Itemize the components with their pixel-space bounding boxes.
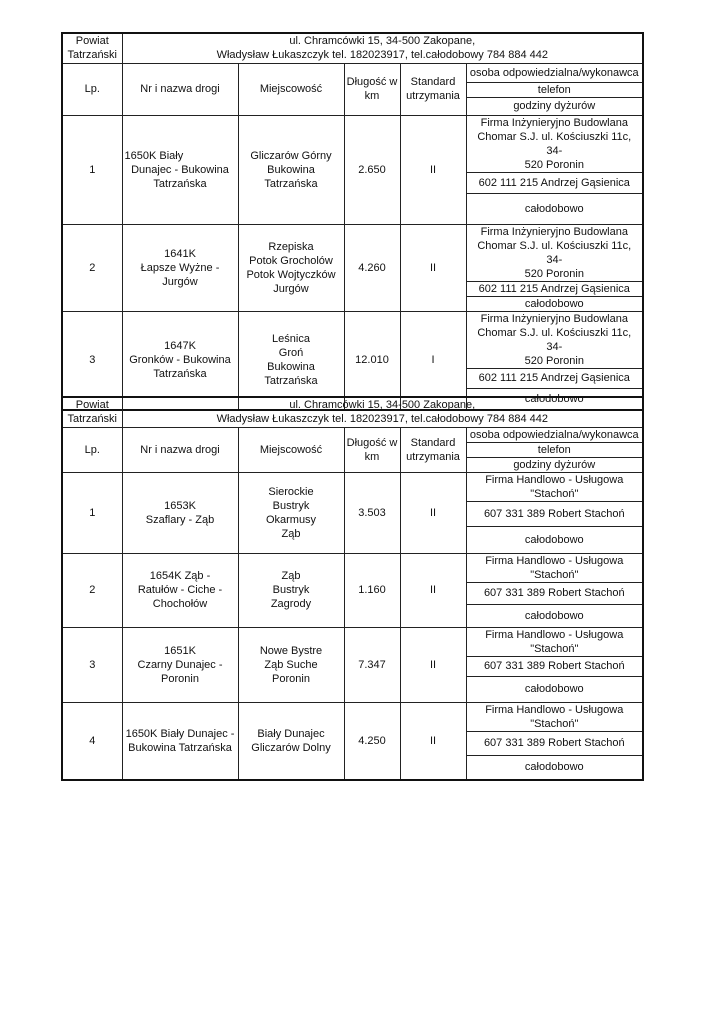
locality-line: Leśnica [272, 333, 310, 346]
row-standard: II [400, 702, 466, 780]
locality-line: Bukowina [267, 163, 315, 176]
row-firm [466, 702, 643, 731]
row-lp: 2 [62, 224, 122, 311]
contact-line: Władysław Łukaszczyk tel. 182023917, tel.całodobowy 784 884 442 [216, 49, 548, 62]
row-phone: 602 111 215 Andrzej Gąsienica [466, 172, 643, 193]
locality-line: Tatrzańska [264, 375, 318, 388]
locality-line: Rzepiska [268, 240, 314, 253]
row-length: 12.010 [344, 311, 400, 410]
col-contact-person: osoba odpowiedzialna/wykonawca [466, 63, 643, 82]
road-maintenance-table-1 [61, 32, 644, 411]
firm-line: 520 Poronin [524, 354, 584, 367]
address-header [122, 397, 643, 427]
locality-line: Biały Dunajec [257, 727, 325, 740]
col-length [344, 427, 400, 472]
road-line: Łapsze Wyżne - [140, 261, 220, 274]
road-line: Bukowina Tatrzańska [128, 741, 232, 754]
row-phone: 607 331 389 Robert Stachoń [466, 582, 643, 604]
row-phone: 607 331 389 Robert Stachoń [466, 501, 643, 526]
row-hours: całodobowo [466, 676, 643, 702]
locality-line: Okarmusy [265, 513, 317, 526]
row-length: 3.503 [344, 472, 400, 553]
row-standard: I [400, 311, 466, 410]
col-standard [400, 427, 466, 472]
firm-line: Firma Inżynieryjno Budowlana [480, 116, 628, 129]
row-road [122, 224, 238, 311]
road-line: Czarny Dunajec - [137, 658, 223, 671]
road-line: Chochołów [152, 598, 208, 610]
locality-line: Bukowina [267, 361, 315, 374]
powiat-header [62, 397, 122, 427]
col-contact-hours: godziny dyżurów [466, 457, 643, 472]
powiat-name: Tatrzański [67, 49, 118, 62]
col-contact-phone: telefon [466, 442, 643, 457]
row-hours: całodobowo [466, 388, 643, 410]
firm-line: Firma Handlowo - Usługowa [485, 554, 624, 567]
row-standard: II [400, 553, 466, 627]
row-hours: całodobowo [466, 604, 643, 627]
firm-line: Chomar S.J. ul. Kościuszki 11c, 34- [477, 239, 632, 266]
row-lp: 1 [62, 472, 122, 553]
road-line: Szaflary - Ząb [145, 513, 215, 526]
firm-line: "Stachoń" [530, 568, 579, 581]
address-header [122, 33, 643, 63]
contact-line: Władysław Łukaszczyk tel. 182023917, tel.całodobowy 784 884 442 [216, 413, 548, 426]
locality-line: Ząb Suche [264, 658, 318, 671]
row-standard: II [400, 472, 466, 553]
col-locality: Miejscowość [238, 427, 344, 472]
locality-line: Potok Grocholów [249, 254, 333, 267]
row-hours: całodobowo [466, 296, 643, 311]
road-line: Poronin [161, 672, 199, 685]
locality-line: Sierockie [268, 485, 314, 498]
firm-line: Firma Handlowo - Usługowa [485, 473, 624, 486]
row-phone: 607 331 389 Robert Stachoń [466, 656, 643, 676]
col-standard-line1: Standard [410, 76, 456, 88]
locality-line: Ząb [281, 527, 301, 540]
row-road [122, 115, 238, 224]
row-lp: 4 [62, 702, 122, 780]
locality-line: Potok Wojtyczków [246, 268, 336, 281]
road-line: 1654K Ząb - [149, 570, 211, 582]
row-road [122, 627, 238, 702]
locality-line: Ząb [281, 570, 301, 582]
col-standard-line2: utrzymania [406, 450, 460, 463]
road-maintenance-table-2 [61, 396, 644, 781]
row-standard: II [400, 115, 466, 224]
firm-line: "Stachoń" [530, 487, 579, 500]
col-length [344, 63, 400, 115]
col-standard [400, 63, 466, 115]
address-line: ul. Chramcówki 15, 34-500 Zakopane, [289, 35, 476, 48]
row-locality [238, 224, 344, 311]
col-contact-person: osoba odpowiedzialna/wykonawca [466, 427, 643, 442]
road-line: Tatrzańska [153, 177, 207, 190]
powiat-name: Tatrzański [67, 413, 118, 426]
row-firm [466, 115, 643, 172]
col-contact-phone: telefon [466, 82, 643, 97]
road-line: Dunajec - Bukowina [131, 163, 229, 176]
firm-line: 520 Poronin [524, 158, 584, 171]
firm-line: "Stachoń" [530, 642, 579, 655]
locality-line: Tatrzańska [264, 177, 318, 190]
row-hours: całodobowo [466, 193, 643, 224]
road-line: 1651K [164, 644, 196, 657]
col-locality: Miejscowość [238, 63, 344, 115]
powiat-header [62, 33, 122, 63]
row-locality [238, 553, 344, 627]
road-line: 1647K [164, 340, 196, 353]
road-line: 1650K Biały Dunajec - [125, 727, 235, 740]
row-hours: całodobowo [466, 526, 643, 553]
col-road: Nr i nazwa drogi [122, 63, 238, 115]
row-locality [238, 472, 344, 553]
firm-line: Firma Handlowo - Usługowa [485, 628, 624, 641]
address-line: ul. Chramcówki 15, 34-500 Zakopane, [289, 399, 476, 412]
row-firm [466, 224, 643, 281]
col-length-line2: km [364, 90, 380, 102]
col-lp: Lp. [62, 427, 122, 472]
firm-line: Chomar S.J. ul. Kościuszki 11c, 34- [477, 130, 632, 157]
firm-line: Firma Inżynieryjno Budowlana [480, 312, 628, 325]
road-line: 1641K [164, 247, 196, 260]
row-length: 2.650 [344, 115, 400, 224]
row-firm [466, 311, 643, 368]
row-road [122, 472, 238, 553]
firm-line: Firma Inżynieryjno Budowlana [480, 225, 628, 238]
row-phone: 602 111 215 Andrzej Gąsienica [466, 368, 643, 388]
col-length-line1: Długość w [346, 436, 398, 449]
col-lp: Lp. [62, 63, 122, 115]
road-line: Gronków - Bukowina [129, 354, 231, 367]
col-contact-hours: godziny dyżurów [466, 97, 643, 115]
locality-line: Bustryk [272, 499, 310, 512]
col-standard-line2: utrzymania [406, 90, 460, 102]
locality-line: Groń [278, 347, 304, 360]
road-line: 1653K [164, 499, 196, 512]
firm-line: Firma Handlowo - Usługowa [485, 703, 624, 716]
row-standard: II [400, 627, 466, 702]
row-firm [466, 472, 643, 501]
col-standard-line1: Standard [410, 436, 456, 449]
locality-line: Nowe Bystre [259, 644, 323, 657]
row-road [122, 553, 238, 627]
locality-line: Zagrody [270, 598, 312, 610]
locality-line: Jurgów [273, 282, 309, 295]
locality-line: Gliczarów Górny [250, 149, 332, 162]
powiat-label: Powiat [75, 399, 109, 412]
powiat-label: Powiat [75, 35, 109, 48]
firm-line: "Stachoń" [530, 717, 579, 730]
locality-line: Poronin [272, 672, 310, 685]
row-length: 4.260 [344, 224, 400, 311]
road-line: 1650K Biały [124, 149, 184, 162]
row-lp: 1 [62, 115, 122, 224]
row-length: 7.347 [344, 627, 400, 702]
row-phone: 607 331 389 Robert Stachoń [466, 731, 643, 755]
row-firm [466, 553, 643, 582]
row-locality [238, 702, 344, 780]
road-line: Jurgów [162, 275, 198, 288]
row-lp: 3 [62, 311, 122, 410]
row-road [122, 702, 238, 780]
firm-line: Chomar S.J. ul. Kościuszki 11c, 34- [477, 326, 632, 353]
row-phone: 602 111 215 Andrzej Gąsienica [466, 281, 643, 296]
row-locality [238, 115, 344, 224]
row-firm [466, 627, 643, 656]
locality-line: Bustryk [272, 584, 310, 596]
row-length: 1.160 [344, 553, 400, 627]
road-line: Tatrzańska [153, 368, 207, 381]
row-standard: II [400, 224, 466, 311]
row-locality [238, 627, 344, 702]
firm-line: 520 Poronin [524, 267, 584, 280]
row-lp: 2 [62, 553, 122, 627]
locality-line: Gliczarów Dolny [251, 741, 331, 754]
row-lp: 3 [62, 627, 122, 702]
col-road: Nr i nazwa drogi [122, 427, 238, 472]
road-line: Ratułów - Ciche - [137, 584, 223, 596]
row-hours: całodobowo [466, 755, 643, 780]
col-length-line1: Długość w [346, 76, 398, 88]
row-length: 4.250 [344, 702, 400, 780]
col-length-line2: km [364, 450, 380, 463]
